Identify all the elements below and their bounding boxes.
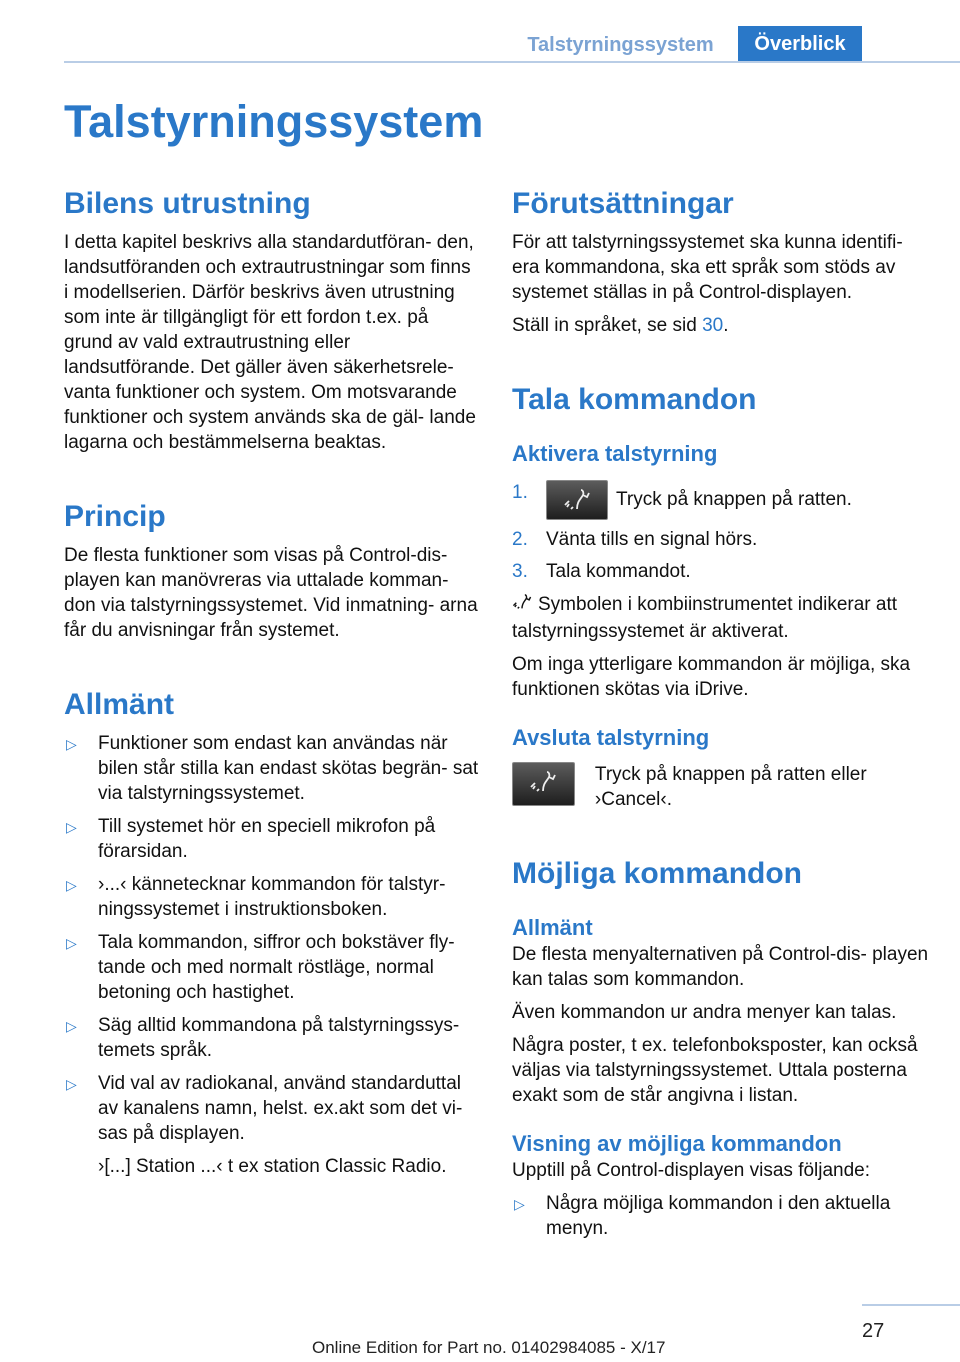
visning-bullet-list [512, 1191, 932, 1241]
page-title: Talstyrningssystem [64, 96, 484, 147]
voice-button-image [546, 480, 608, 520]
text-symbol: Symbolen i kombiinstrumentet indikerar att talstyrningssystemet är aktiverat. [512, 594, 898, 642]
triangle-right-icon: ▷ [66, 1018, 77, 1034]
list-item: ▷ Tala kommandon, siffror och bokstäver fly- tande och med normalt röstläge, normal betoning och hastighet. [66, 932, 455, 1003]
voice-command-icon [529, 769, 557, 795]
list-item: ▷ Säg alltid kommandona på talstyrningssys- temets språk. [66, 1015, 460, 1061]
text-menu-options: De flesta menyalternativen på Control-dis- playen kan talas som kommandon. [512, 944, 929, 990]
list-item: ▷ Till systemet hör en speciell mikrofon på förarsidan. [66, 816, 436, 862]
triangle-right-icon: ▷ [66, 877, 77, 893]
heading-visning: Visning av möjliga kommandon [512, 1131, 842, 1156]
heading-aktivera-talstyrning: Aktivera talstyrning [512, 441, 718, 466]
bullet-continuation: ›[...] Station ...‹ t ex station Classic Radio. [98, 1156, 447, 1177]
text-forutsattningar: För att talstyrningssystemet ska kunna identifi- era kommandona, ska ett språk som stöds av systemet ställas in på Control-displayen. [512, 232, 903, 303]
list-item: 3. Tala kommandot. [512, 561, 691, 582]
heading-bilens-utrustning: Bilens utrustning [64, 187, 311, 220]
activation-steps [512, 480, 932, 584]
page-number-divider [862, 1304, 960, 1306]
voice-button-image [512, 762, 575, 806]
heading-allmant-commands: Allmänt [512, 915, 593, 940]
list-item: ▷ Vid val av radiokanal, använd standarduttal av kanalens namn, helst. ex.akt som det vi- sas på displayen. ›[...] Station ...‹ t ex station Classic Radio. [64, 1071, 480, 1179]
left-column [64, 186, 480, 1187]
heading-allmant: Allmänt [64, 688, 175, 721]
text-entries: Några poster, t ex. telefonboksposter, kan också väljas via talstyrningssystemet. Uttala posterna exakt som de står angivna i listan. [512, 1035, 918, 1106]
page-link-30[interactable]: 30 [702, 315, 724, 336]
heading-forutsattningar: Förutsättningar [512, 187, 734, 220]
triangle-right-icon: ▷ [66, 819, 77, 835]
triangle-right-icon: ▷ [66, 736, 77, 752]
text-visning: Upptill på Control-displayen visas följande: [512, 1160, 871, 1181]
voice-command-icon [563, 487, 591, 513]
cancel-instruction [512, 762, 932, 812]
triangle-right-icon: ▷ [66, 1076, 77, 1092]
header-divider [64, 61, 960, 63]
footer-edition: Online Edition for Part no. 01402984085 - X/17 [312, 1338, 666, 1357]
allmant-bullet-list [64, 731, 480, 1179]
text-other-menus: Även kommandon ur andra menyer kan talas. [512, 1002, 897, 1023]
text-idrive: Om inga ytterligare kommandon är möjliga, ska funktionen skötas via iDrive. [512, 654, 911, 700]
list-item: 1. Tryck på knappen på ratten. [512, 480, 932, 520]
text-bilens-utrustning: I detta kapitel beskrivs alla standardutföran- den, landsutföranden och extrautrustningar som finns i modellserien. Därför beskrivs även utrustning som inte är tillgängligt för ett fordon t.ex. på grund av vald extrautrustning eller landsutförande. Det gäller även säkerhetsrele- vanta funktioner och system. Om motsvarande funktioner och system används ska de gäl- lande lagarna och bestämmelserna beaktas. [64, 232, 476, 453]
triangle-right-icon: ▷ [66, 935, 77, 951]
list-item: 2. Vänta tills en signal hörs. [512, 529, 758, 550]
voice-command-icon [512, 592, 532, 619]
header-tab-overview[interactable]: Överblick [738, 26, 862, 62]
list-item: ▷ Funktioner som endast kan användas när bilen står stilla kan endast skötas begrän- sat via talstyrningssystemet. [66, 733, 479, 804]
heading-tala-kommandon: Tala kommandon [512, 383, 757, 416]
list-item: ▷ ›...‹ kännetecknar kommandon för talstyr- ningssystemet i instruktionsboken. [66, 874, 446, 920]
text-language-reference: Ställ in språket, se sid 30. [512, 315, 729, 336]
heading-princip: Princip [64, 500, 166, 533]
right-column [512, 186, 932, 1249]
heading-avsluta-talstyrning: Avsluta talstyrning [512, 725, 710, 750]
page-number: 27 [862, 1319, 885, 1342]
text-princip: De flesta funktioner som visas på Control-dis- playen kan manövreras via uttalade komman- don via talstyrningssystemet. Vid inmatning- arna får du anvisningar från systemet. [64, 545, 478, 641]
triangle-right-icon: ▷ [514, 1196, 525, 1212]
list-item: ▷ Några möjliga kommandon i den aktuella menyn. [514, 1193, 891, 1239]
header-breadcrumb: Talstyrningssystem [527, 33, 714, 56]
text-avsluta: Tryck på knappen på ratten eller ›Cancel‹. [594, 764, 867, 810]
heading-mojliga-kommandon: Möjliga kommandon [512, 857, 803, 890]
